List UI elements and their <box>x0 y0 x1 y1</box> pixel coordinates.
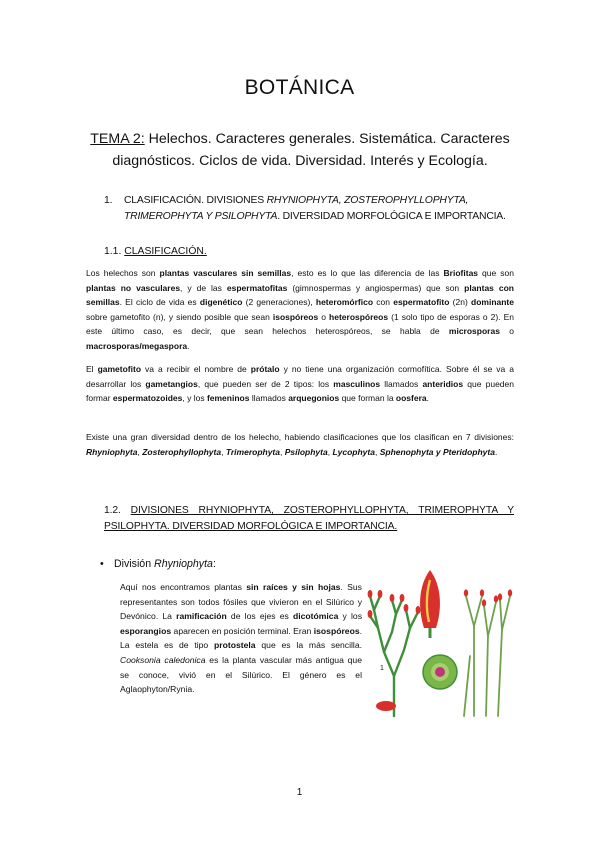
p1-bold: plantas con semillas <box>86 282 514 308</box>
p2-run: llamados <box>249 393 289 404</box>
p3-sep: , <box>221 446 226 457</box>
p1-run: o <box>318 311 330 322</box>
section-1-text-c: . DIVERSIDAD MORFOLÓGICA E IMPORTANCIA. <box>277 211 506 222</box>
division-rhyniophyta: Rhyniophyta <box>86 446 138 457</box>
section-1-2-text: DIVISIONES RHYNIOPHYTA, ZOSTEROPHYLLOPHYTA, TRIMEROPHYTA Y PSILOPHYTA. DIVERSIDAD MORFOLÓGICA E IMPORTANCIA. <box>104 505 514 532</box>
p2-bold: masculinos <box>333 378 381 389</box>
p2-run: y no tiene una organización cormofítica. Sobre él se va a desarrollar los <box>86 364 514 389</box>
document-title: BOTÁNICA <box>244 76 355 99</box>
bullet-colon: : <box>212 558 216 570</box>
section-1-heading <box>104 193 524 225</box>
division-bullet <box>100 558 216 570</box>
division-trimerophyta: Trimerophyta <box>225 446 280 457</box>
p1-run: (2 generaciones), <box>242 297 316 308</box>
p1-run: o <box>499 326 514 337</box>
p2-bold: oosfera <box>395 393 427 404</box>
p4-run: y los <box>338 611 362 622</box>
paragraph-2 <box>86 362 514 406</box>
p1-bold: plantas vasculares sin semillas <box>159 268 292 278</box>
p3-sep: , <box>280 446 285 457</box>
p2-bold: anteridios <box>422 378 464 389</box>
rhyniophyta-illustration <box>366 566 518 718</box>
p4-bold: protostela <box>214 640 256 651</box>
p3-end: . <box>494 446 498 457</box>
p2-run: El <box>86 364 98 374</box>
p3-sep: , <box>374 446 380 457</box>
bullet-label: División <box>114 558 155 570</box>
p1-bold: plantas no vasculares <box>86 282 181 293</box>
p2-run: . <box>426 393 430 404</box>
p1-bold: Briofitas <box>443 268 479 278</box>
p2-bold: espermatozoides <box>112 393 183 404</box>
p1-bold: heteromórfico <box>315 297 374 308</box>
p2-bold: gametangios <box>145 378 198 389</box>
plant-1-drawing <box>370 596 418 716</box>
p1-bold: heterospóreos <box>329 311 389 322</box>
p2-run: va a recibir el nombre de <box>141 364 251 374</box>
p4-run: . Sus representantes son todos fósiles que vivieron en el Silúrico y Devónico. La <box>120 582 362 622</box>
p1-bold: microsporas <box>448 326 500 337</box>
division-psilophyta: Psilophyta <box>284 446 328 457</box>
sporangium-detail <box>420 570 440 638</box>
section-1-2-heading <box>104 503 514 535</box>
p1-run: que son <box>478 268 514 278</box>
plant-2-sporangia <box>464 589 512 606</box>
p1-run: Los helechos son <box>86 268 160 278</box>
bullet-icon: • <box>100 558 104 570</box>
division-lycophyta: Lycophyta <box>332 446 375 457</box>
p1-run: , esto es lo que las diferencia de las <box>291 268 444 278</box>
p1-bold: macrosporas/megaspora <box>86 340 188 351</box>
section-1-text-b: RHYNIOPHYTA, ZOSTEROPHYLLOPHYTA, TRIMEROPHYTA Y PSILOPHYTA <box>124 195 469 222</box>
p4-run: de los ejes es <box>226 611 293 622</box>
p1-run: , y de las <box>180 282 227 293</box>
p2-run: que forman la <box>339 393 396 404</box>
p4-bold: esporangios <box>120 625 172 636</box>
p3-sep: , <box>137 446 143 457</box>
p2-bold: gametofito <box>97 364 142 374</box>
p4-run: Aquí nos encontramos plantas <box>120 582 247 592</box>
p1-bold: digenético <box>199 297 243 308</box>
section-1-1-text: CLASIFICACIÓN. <box>124 246 207 257</box>
topic-label: TEMA 2: <box>90 131 145 147</box>
figure-label-1: 1 <box>380 665 384 672</box>
p1-run: (2n) <box>449 297 472 308</box>
p4-run: es la planta vascular más antigua que se conoce, vivió en el Silúrico. El género es el Aglaophyton/Rynia. <box>120 654 362 695</box>
division-zosterophyllophyta: Zosterophyllophyta <box>142 446 222 457</box>
rhizome-detail <box>376 701 396 711</box>
p1-bold: dominante <box>471 297 514 308</box>
p4-italic: Cooksonia caledonica <box>120 654 206 665</box>
p1-bold: isospóreos <box>272 311 319 322</box>
section-1-1-number: 1.1. <box>104 246 122 257</box>
section-1-number: 1. <box>104 195 113 206</box>
p4-bold: dicotómica <box>293 611 339 622</box>
p2-bold: femeninos <box>206 393 250 404</box>
p2-bold: prótalo <box>250 364 280 374</box>
p1-run: sobre gametofito (n), y siendo posible que sean <box>86 311 273 322</box>
paragraph-1 <box>86 266 514 354</box>
p4-bold: sin raíces y sin hojas <box>246 582 341 592</box>
p4-run: . La estela es de tipo <box>120 625 362 651</box>
p2-run: llamados <box>380 378 423 389</box>
paragraph-3 <box>86 430 514 459</box>
section-1-2-number: 1.2. <box>104 505 121 516</box>
p1-run: . El ciclo de vida es <box>119 297 200 308</box>
p4-bold: ramificación <box>176 611 227 622</box>
p4-bold: isospóreos <box>313 625 360 636</box>
p4-run: aparecen en posición terminal. Eran <box>171 625 314 636</box>
p1-run: (gimnospermas y angiospermas) que son <box>287 282 465 293</box>
paragraph-rhyniophyta <box>120 580 362 697</box>
page-number: 1 <box>296 787 303 798</box>
bullet-division-name: Rhyniophyta <box>154 558 213 570</box>
p2-run: , que pueden ser de 2 tipos: los <box>197 378 334 389</box>
p1-run: (1 solo tipo de esporas o 2). En este último caso, es decir, que sean helechos heterospóreos, se habla de <box>86 311 514 337</box>
p1-run: con <box>373 297 394 308</box>
stem-cross-section <box>423 655 457 689</box>
section-1-text-a: CLASIFICACIÓN. DIVISIONES <box>124 195 267 206</box>
p2-run: , y los <box>182 393 207 404</box>
plant-2-drawing <box>464 596 510 716</box>
section-1-1-heading <box>104 246 207 257</box>
p2-bold: arquegonios <box>288 393 340 404</box>
p3-sep: , <box>327 446 333 457</box>
p1-run: . <box>187 340 190 351</box>
division-sphenophyta-pteridophyta: Sphenophyta y Pteridophyta <box>379 446 495 457</box>
topic-heading <box>90 128 510 172</box>
p1-bold: espermatofitas <box>226 282 288 293</box>
p2-run: que pueden formar <box>86 378 514 404</box>
topic-text: Helechos. Caracteres generales. Sistemática. Caracteres diagnósticos. Ciclos de vida. Diversidad. Interés y Ecología. <box>112 131 510 169</box>
p1-bold: espermatofito <box>393 297 450 308</box>
p3-run: Existe una gran diversidad dentro de los helecho, habiendo clasificaciones que los clasifican en 7 divisiones: <box>86 432 514 442</box>
p4-run: que es la más sencilla. <box>255 640 363 651</box>
